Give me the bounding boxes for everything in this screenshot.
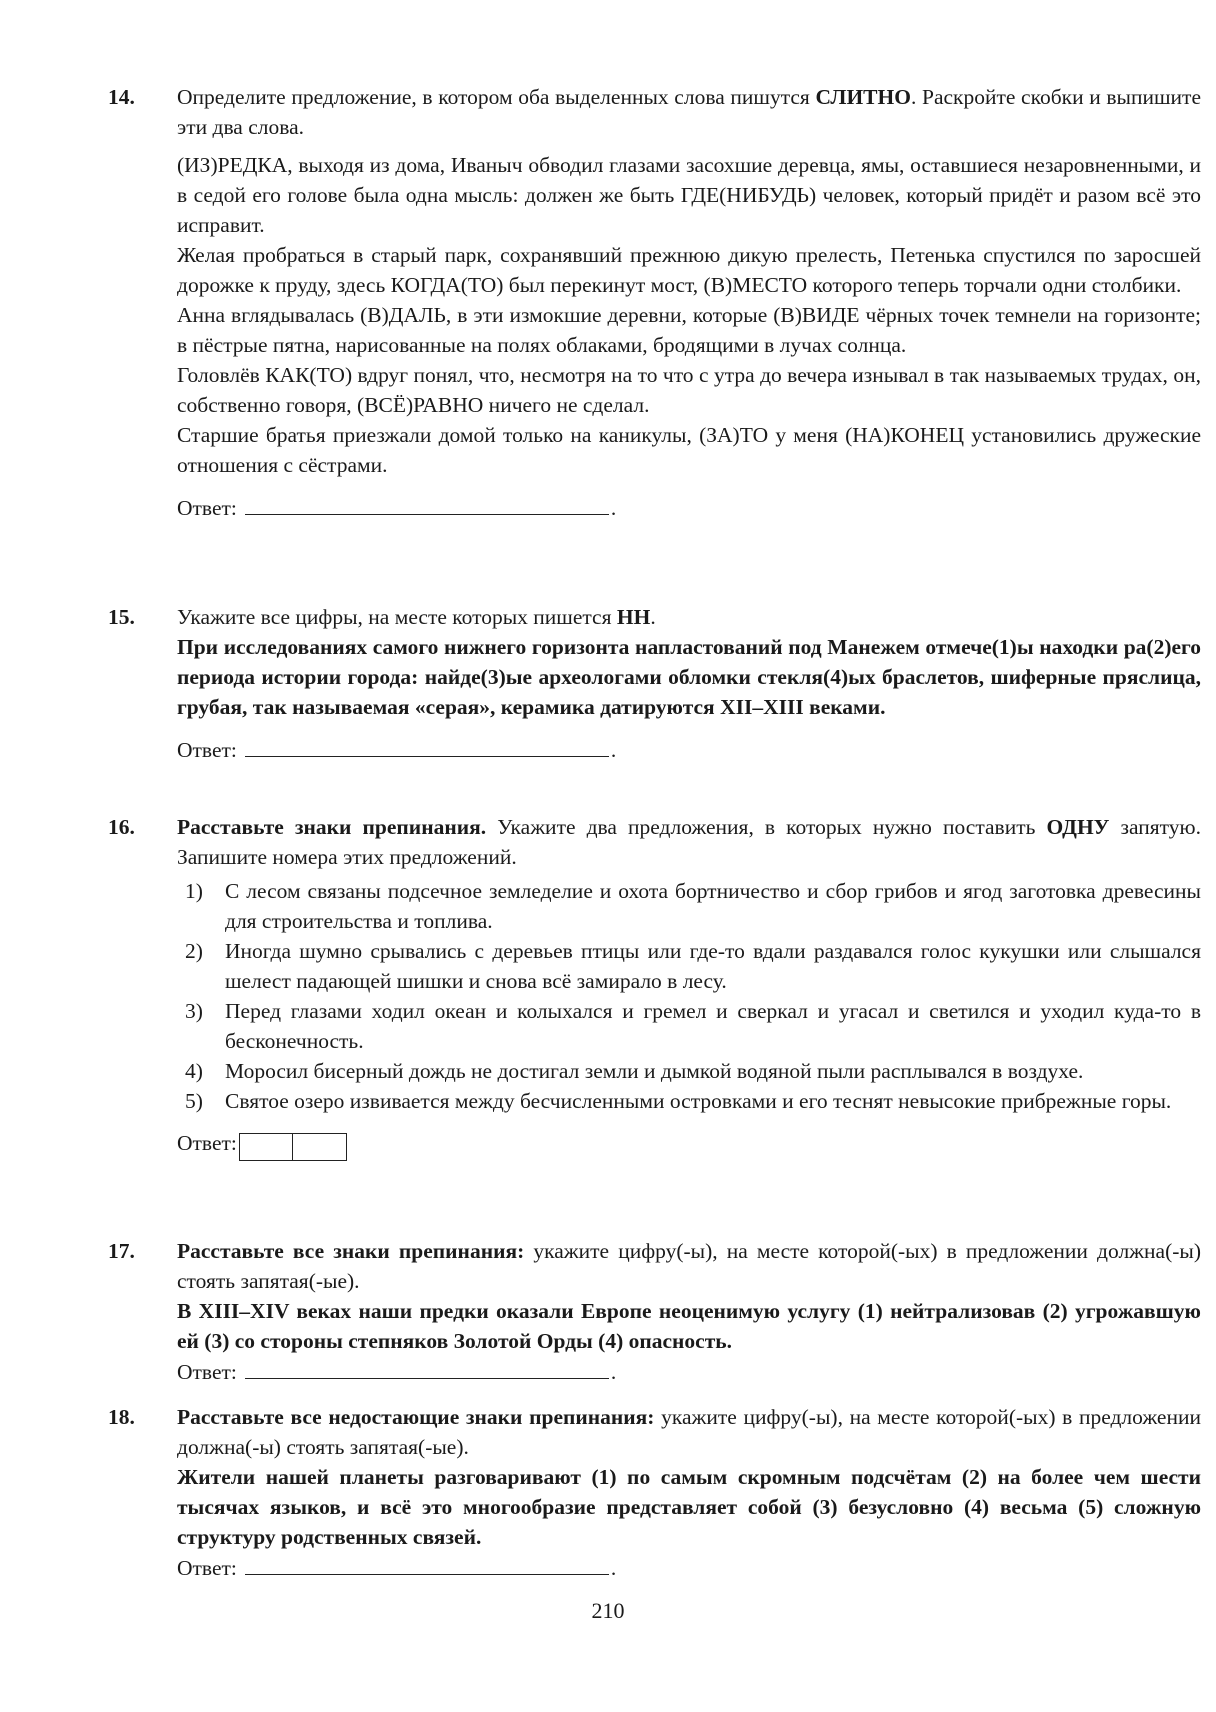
task-number: 16. [108,815,135,839]
task-number: 17. [108,1239,135,1263]
sentence: Головлёв КАК(ТО) вдруг понял, что, несмотря на то что с утра до вечера изнывал в так называемых трудах, он, собственно говоря, (ВСЁ)РАВНО ничего не сделал. [177,363,1201,417]
task-body [177,602,1201,765]
task-body [177,1236,1201,1387]
task-number: 18. [108,1405,135,1429]
task-body [177,82,1201,523]
task-number: 14. [108,85,135,109]
list-item: 3) Перед глазами ходил океан и колыхался и гремел и сверкал и угасал и светился и уходил куда-то в бесконечность. [185,999,1201,1053]
task-number: 15. [108,605,135,629]
task-question: Расставьте все знаки препинания: укажите цифру(-ы), на месте которой(-ых) в предложении должна(-ы) стоять запятая(-ые). [177,1239,1201,1293]
list-item: 2) Иногда шумно срывались с деревьев птицы или где-то вдали раздавался голос кукушки или слышался шелест падающей шишки и снова всё замирало в лесу. [185,939,1201,993]
answer-boxes [239,1130,347,1161]
answer-label: Ответ: [177,1131,237,1155]
page-number: 210 [591,1598,625,1623]
options-list [177,876,1201,1116]
answer-line[interactable] [245,1552,609,1575]
answer-line[interactable] [245,1356,609,1379]
task-text: В XIII–XIV веках наши предки оказали Европе неоценимую услугу (1) нейтрализовав (2) угрожавшую ей (3) со стороны степняков Золотой Орды (4) опасность. [177,1299,1201,1353]
list-item: 4) Моросил бисерный дождь не достигал земли и дымкой водяной пыли расплывался в воздухе. [185,1059,1084,1083]
sentences-block [177,150,1201,480]
task-body [177,1402,1201,1583]
answer-line[interactable] [245,734,609,757]
answer-row: Ответ: . [177,1356,1201,1387]
answer-line[interactable] [245,492,609,515]
answer-row: Ответ: . [177,1552,1201,1583]
sentence: Старшие братья приезжали домой только на каникулы, (ЗА)ТО у меня (НА)КОНЕЦ установились дружеские отношения с сёстрами. [177,423,1201,477]
answer-box-2[interactable] [293,1133,347,1161]
answer-box-1[interactable] [239,1133,293,1161]
answer-label: Ответ: [177,1556,237,1580]
task-question: Укажите все цифры, на месте которых пишется НН. [177,605,656,629]
task-question: Расставьте знаки препинания. Укажите два предложения, в которых нужно поставить ОДНУ запятую. Запишите номера этих предложений. [177,815,1201,869]
task-text: При исследованиях самого нижнего горизонта напластований под Манежем отмече(1)ы находки ра(2)его периода истории города: найде(3)ые археологами обломки стекля(4)ых браслетов, шиферные пряслица, грубая, так называемая «серая», керамика датируются XII–XIII веками. [177,635,1201,719]
answer-label: Ответ: [177,738,237,762]
answer-row: Ответ: . [177,734,1201,765]
answer-row: Ответ: . [177,492,1201,523]
task-question: Определите предложение, в котором оба выделенных слова пишутся СЛИТНО. Раскройте скобки и выпишите эти два слова. [177,85,1201,139]
task-text: Жители нашей планеты разговаривают (1) по самым скромным подсчётам (2) на более чем шести тысячах языков, и всё это многообразие представляет собой (3) безусловно (4) весьма (5) сложную структуру родственных связей. [177,1465,1201,1549]
sentence: Желая пробраться в старый парк, сохранявший прежнюю дикую прелесть, Петенька спустился по заросшей дорожке к пруду, здесь КОГДА(ТО) был перекинут мост, (В)МЕСТО которого теперь торчали одни столбики. [177,243,1201,297]
task-body [177,812,1201,1161]
answer-label: Ответ: [177,496,237,520]
list-item: 1) С лесом связаны подсечное земледелие и охота бортничество и сбор грибов и ягод заготовка древесины для строительства и топлива. [185,879,1201,933]
task-question: Расставьте все недостающие знаки препинания: укажите цифру(-ы), на месте которой(-ых) в предложении должна(-ы) стоять запятая(-ые). [177,1405,1201,1459]
sentence: (ИЗ)РЕДКА, выходя из дома, Иваныч обводил глазами засохшие деревца, ямы, оставшиеся незаровненными, и в седой его голове была одна мысль: должен же быть ГДЕ(НИБУДЬ) человек, который придёт и разом всё это исправит. [177,153,1201,237]
answer-row [177,1128,1201,1161]
answer-label: Ответ: [177,1360,237,1384]
sentence: Анна вглядывалась (В)ДАЛЬ, в эти измокшие деревни, которые (В)ВИДЕ чёрных точек темнели на горизонте; в пёстрые пятна, нарисованные на полях облаками, бродящими в лучах солнца. [177,303,1201,357]
list-item: 5) Святое озеро извивается между бесчисленными островками и его теснят невысокие прибрежные горы. [185,1089,1172,1113]
